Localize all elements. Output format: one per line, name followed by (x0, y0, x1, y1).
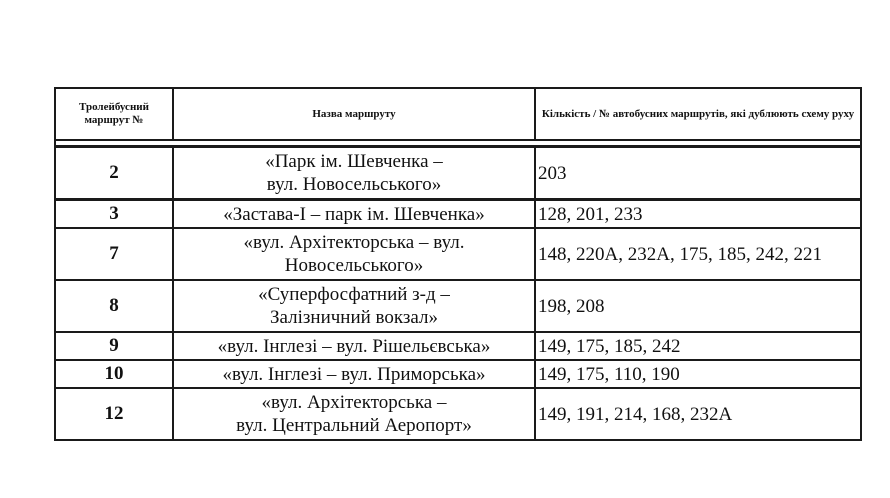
duplicate-buses-cell: 198, 208 (535, 280, 861, 332)
header-row (55, 88, 861, 140)
route-number-cell: 2 (55, 147, 173, 200)
table-row (55, 200, 861, 229)
duplicate-buses-cell: 128, 201, 233 (535, 200, 861, 229)
duplicate-buses-cell: 149, 175, 110, 190 (535, 360, 861, 388)
table-row (55, 388, 861, 440)
route-name-cell: «вул. Архітекторська – вул. Центральний Аеропорт» (173, 388, 535, 440)
header-duplicate-buses: Кількість / № автобусних маршрутів, які дублюють схему руху (535, 88, 861, 140)
table-row (55, 228, 861, 280)
table-row (55, 147, 861, 200)
route-name-cell: «вул. Архітекторська – вул. Новосельського» (173, 228, 535, 280)
duplicate-buses-cell: 203 (535, 147, 861, 200)
route-name-cell: «Парк ім. Шевченка – вул. Новосельського» (173, 147, 535, 200)
routes-table (54, 87, 862, 441)
duplicate-buses-cell: 149, 191, 214, 168, 232А (535, 388, 861, 440)
duplicate-buses-cell: 148, 220А, 232А, 175, 185, 242, 221 (535, 228, 861, 280)
route-number-cell: 10 (55, 360, 173, 388)
header-route-number: Тролейбусний маршрут № (55, 88, 173, 140)
route-number-cell: 8 (55, 280, 173, 332)
route-number-cell: 9 (55, 332, 173, 360)
duplicate-buses-cell: 149, 175, 185, 242 (535, 332, 861, 360)
table-row (55, 332, 861, 360)
table-row (55, 280, 861, 332)
route-number-cell: 12 (55, 388, 173, 440)
route-number-cell: 3 (55, 200, 173, 229)
route-number-cell: 7 (55, 228, 173, 280)
route-name-cell: «Суперфосфатний з-д – Залізничний вокзал» (173, 280, 535, 332)
route-name-cell: «Застава-І – парк ім. Шевченка» (173, 200, 535, 229)
header-route-name: Назва маршруту (173, 88, 535, 140)
route-name-cell: «вул. Інглезі – вул. Приморська» (173, 360, 535, 388)
route-name-cell: «вул. Інглезі – вул. Рішельєвська» (173, 332, 535, 360)
table-row (55, 360, 861, 388)
